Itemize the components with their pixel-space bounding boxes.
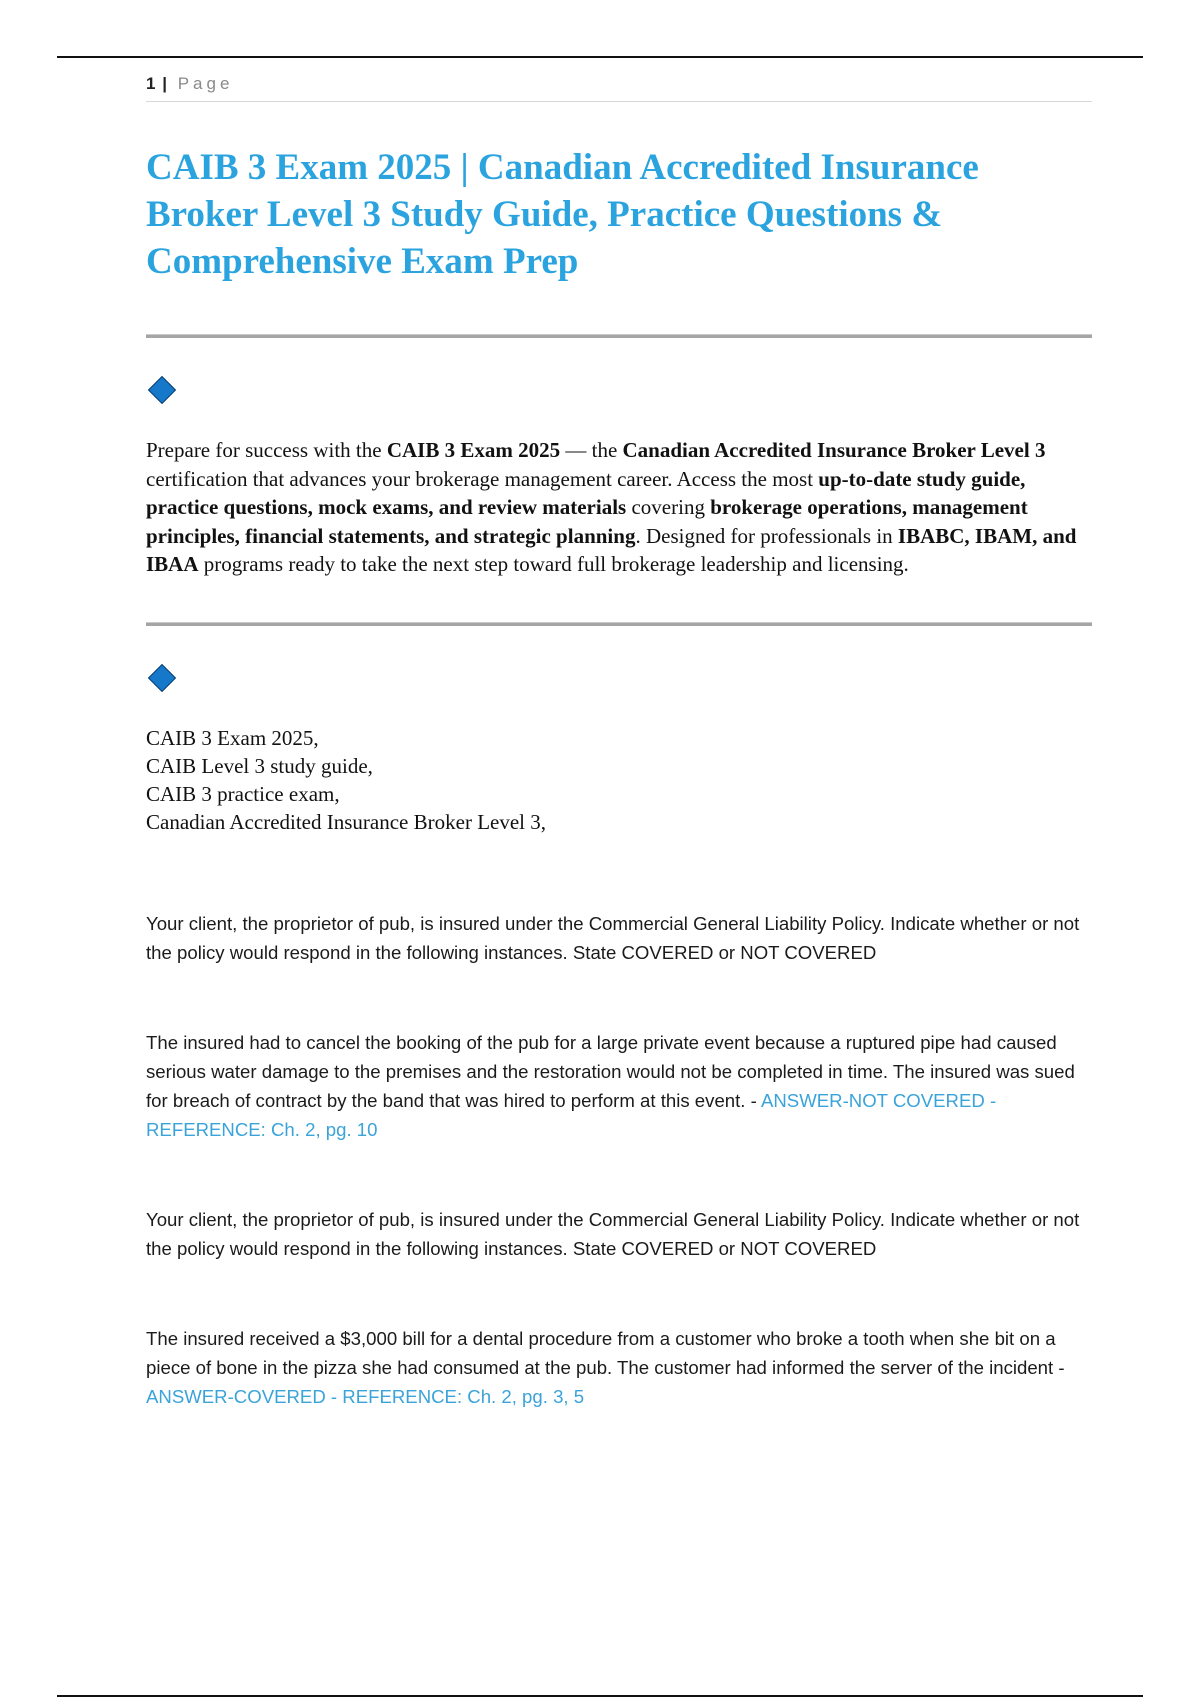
answer-text: ANSWER-COVERED - REFERENCE: Ch. 2, pg. 3, 5 bbox=[146, 1385, 585, 1407]
keyword-item: CAIB Level 3 study guide, bbox=[146, 753, 373, 778]
keyword-item: CAIB 3 Exam 2025, bbox=[146, 725, 319, 750]
page-number: 1 bbox=[146, 74, 156, 93]
intro-bold: Canadian Accredited Insurance Broker Level 3 bbox=[622, 438, 1046, 462]
intro-bold: IBABC, IBAM, and IBAA bbox=[146, 523, 1077, 576]
intro-bold: brokerage operations, management principles, financial statements, and strategic planning bbox=[146, 495, 1028, 548]
document-page bbox=[146, 72, 1092, 1411]
question-case bbox=[146, 1324, 1092, 1411]
intro-text: certification that advances your brokerage management career. Access the most bbox=[146, 466, 819, 491]
top-rule bbox=[57, 56, 1143, 58]
intro-text: programs ready to take the next step toward full brokerage leadership and licensing. bbox=[198, 552, 909, 576]
bottom-rule bbox=[57, 1695, 1143, 1697]
intro-text: . Designed for professionals in bbox=[635, 523, 898, 548]
intro-text: Prepare for success with the bbox=[146, 438, 387, 462]
keyword-list bbox=[146, 724, 1092, 836]
intro-bold: CAIB 3 Exam 2025 bbox=[386, 438, 561, 462]
page-label: Page bbox=[177, 74, 234, 93]
keyword-item: CAIB 3 practice exam, bbox=[146, 781, 340, 806]
intro-paragraph bbox=[146, 436, 1092, 579]
diamond-bullet-icon bbox=[148, 376, 176, 404]
keyword-item: Canadian Accredited Insurance Broker Level 3, bbox=[146, 809, 546, 834]
case-text: The insured had to cancel the booking of the pub for a large private event because a ruptured pipe had caused serious water damage to the premises and the restoration would not be completed in time. The insured was sued for breach of contract by the band that was hired to perform at this event. - bbox=[146, 1031, 1075, 1111]
question-prompt: Your client, the proprietor of pub, is insured under the Commercial General Liability Policy. Indicate whether or not the policy would respond in the following instances. State COVERED or NOT COVERED bbox=[146, 912, 1080, 963]
case-text: The insured received a $3,000 bill for a dental procedure from a customer who broke a tooth when she bit on a piece of bone in the pizza she had consumed at the pub. The customer had informed the server of the incident - bbox=[146, 1327, 1065, 1378]
divider bbox=[146, 334, 1092, 338]
intro-text: covering bbox=[626, 495, 711, 519]
intro-bold: up-to-date study guide, practice questions, mock exams, and review materials bbox=[146, 466, 1026, 519]
diamond-bullet-icon bbox=[148, 663, 176, 691]
question-prompt: Your client, the proprietor of pub, is insured under the Commercial General Liability Policy. Indicate whether or not the policy would respond in the following instances. State COVERED or NOT COVERED bbox=[146, 1208, 1080, 1259]
divider bbox=[146, 622, 1092, 626]
intro-text: — the bbox=[560, 438, 623, 462]
question-case bbox=[146, 1028, 1092, 1144]
page-separator: | bbox=[162, 74, 167, 93]
document-title: CAIB 3 Exam 2025 | Canadian Accredited Insurance Broker Level 3 Study Guide, Practice Questions & Comprehensive Exam Prep bbox=[146, 147, 979, 282]
page-header bbox=[146, 72, 1092, 102]
answer-text: ANSWER-NOT COVERED - REFERENCE: Ch. 2, pg. 10 bbox=[146, 1089, 997, 1140]
